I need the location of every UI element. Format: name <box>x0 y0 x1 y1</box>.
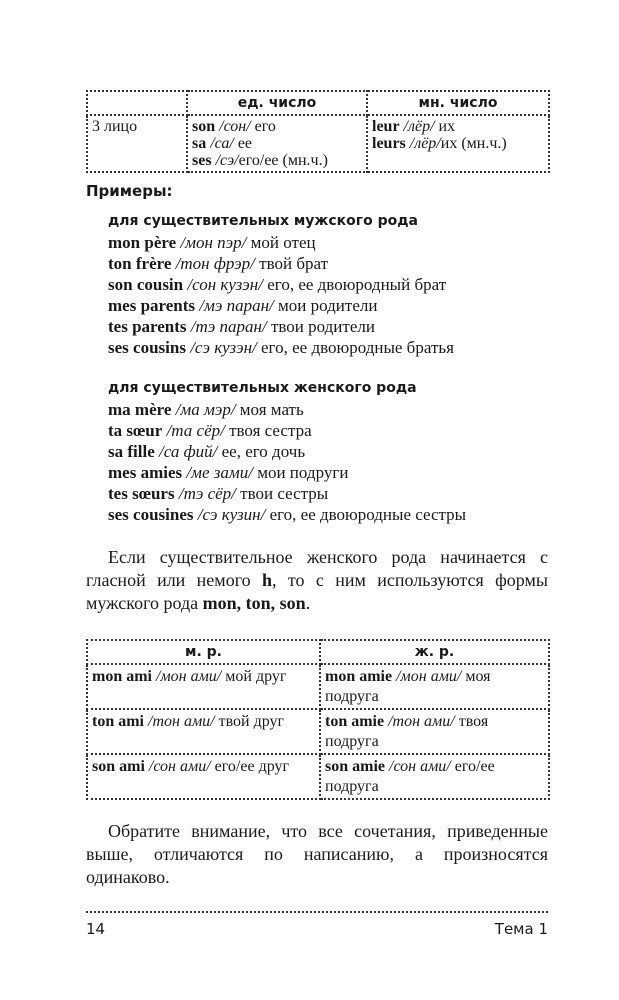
pronunciation: /мон пэр/ <box>176 233 247 252</box>
examples-heading: Примеры: <box>86 182 173 200</box>
translation: их <box>434 118 456 135</box>
footer-divider <box>86 911 548 913</box>
translation: ее <box>233 135 253 152</box>
table-row <box>87 664 549 709</box>
pronunciation: /ме зами/ <box>182 463 253 482</box>
list-item <box>108 399 466 420</box>
french-word: son ami <box>92 758 145 775</box>
translation: твой друг <box>214 713 285 730</box>
french-word: son cousin <box>108 275 184 294</box>
pronunciation: /сон ами/ <box>144 758 211 775</box>
table-row <box>87 115 549 172</box>
pronunciation: /тон ами/ <box>144 713 215 730</box>
translation: его, ее двоюродные сестры <box>265 505 467 524</box>
french-word: mon amie <box>325 668 393 685</box>
table-header-row <box>87 91 549 115</box>
pronunciation: /ма мэр/ <box>171 400 236 419</box>
pronunciation: /лёр/ <box>405 135 441 152</box>
pronunciation: /лёр/ <box>399 118 435 135</box>
french-word: mes amies <box>108 463 183 482</box>
letter-h: h <box>262 570 273 590</box>
translation: его/ее друг <box>210 758 290 775</box>
french-word: ses <box>192 152 212 169</box>
vowel-forms-table <box>86 639 550 800</box>
table-header-cell: ед. число <box>187 91 367 115</box>
translation: его/ее подруга <box>325 758 495 795</box>
list-item <box>108 462 466 483</box>
pronunciation: /мэ паран/ <box>195 296 274 315</box>
feminine-examples <box>108 378 466 525</box>
pronunciation: /сон кузэн/ <box>183 275 263 294</box>
table-header-cell <box>87 91 187 115</box>
section-heading: для существительных женского рода <box>108 380 417 396</box>
possessive-table <box>86 90 550 173</box>
plural-cell <box>367 115 549 172</box>
pronunciation: /сэ/ <box>211 152 239 169</box>
pronunciation: /сон ами/ <box>385 758 451 775</box>
pronunciation: /са/ <box>206 135 234 152</box>
pronunciation: /сон/ <box>219 118 251 135</box>
french-word: sa <box>192 135 207 152</box>
list-item <box>108 441 466 462</box>
pronunciation: /са фий/ <box>154 442 218 461</box>
french-word: ses cousines <box>108 505 194 524</box>
list-item <box>108 295 454 316</box>
pronunciation: /тэ паран/ <box>186 317 267 336</box>
french-word: son amie <box>325 758 385 775</box>
pronunciation: /сэ кузэн/ <box>185 338 257 357</box>
rule-paragraph: Если существительное женского рода начинается с гласной или немого h, то с ним используются формы мужского рода mon, ton, son. <box>86 547 549 613</box>
table-header-row <box>87 640 549 664</box>
pronunciation: /тон ами/ <box>384 713 455 730</box>
translation: твои родители <box>266 317 375 336</box>
pronunciation: /тон фрэр/ <box>171 254 255 273</box>
translation: твоя подруга <box>325 713 489 750</box>
translation: моя мать <box>235 400 304 419</box>
masculine-examples <box>108 211 454 358</box>
list-item <box>108 483 466 504</box>
french-word: mes parents <box>108 296 196 315</box>
list-item <box>108 316 454 337</box>
translation: мои родители <box>273 296 378 315</box>
translation: моя подруга <box>325 668 491 705</box>
page-number: 14 <box>86 920 106 938</box>
singular-cell <box>187 115 367 172</box>
table-cell <box>87 664 320 709</box>
translation: его <box>250 118 276 135</box>
table-cell <box>320 754 549 799</box>
french-word: mon ami <box>92 668 152 685</box>
table-header-cell: м. р. <box>87 640 320 664</box>
translation: твои сестры <box>235 484 329 503</box>
table-header-cell: ж. р. <box>320 640 549 664</box>
french-word: ses cousins <box>108 338 186 357</box>
translation: твоя сестра <box>224 421 312 440</box>
list-item <box>108 232 454 253</box>
table-cell <box>320 709 549 754</box>
list-item <box>108 337 454 358</box>
french-word: leur <box>372 118 400 135</box>
french-word: son <box>192 118 216 135</box>
table-row <box>87 709 549 754</box>
list-item <box>108 253 454 274</box>
table-cell <box>87 754 320 799</box>
running-head: Тема 1 <box>494 920 548 938</box>
pronunciation: /сэ кузин/ <box>193 505 266 524</box>
french-word: ton frère <box>108 254 172 273</box>
translation: его, ее двоюродные братья <box>256 338 454 357</box>
pronunciation: /тэ сёр/ <box>174 484 236 503</box>
french-word: tes parents <box>108 317 187 336</box>
translation: мой друг <box>221 668 287 685</box>
translation: твой брат <box>254 254 329 273</box>
french-word: leurs <box>372 135 406 152</box>
french-word: sa fille <box>108 442 155 461</box>
section-heading: для существительных мужского рода <box>108 213 418 229</box>
french-word: ta sœur <box>108 421 163 440</box>
person-label: 3 лицо <box>87 115 187 172</box>
closing-paragraph: Обратите внимание, что все сочетания, приведенные выше, отличаются по написанию, а произносятся одинаково. <box>86 821 548 887</box>
list-item <box>108 504 466 525</box>
table-cell <box>87 709 320 754</box>
translation: мой отец <box>246 233 316 252</box>
translation: его, ее двоюродный брат <box>262 275 447 294</box>
table-cell <box>320 664 549 709</box>
list-item <box>108 420 466 441</box>
french-word: mon père <box>108 233 177 252</box>
translation: ее, его дочь <box>217 442 306 461</box>
translation: их (мн.ч.) <box>440 135 507 152</box>
french-word: ton ami <box>92 713 144 730</box>
translation: мои подруги <box>252 463 349 482</box>
list-item <box>108 274 454 295</box>
french-word: ton amie <box>325 713 385 730</box>
pronunciation: /та сёр/ <box>162 421 225 440</box>
french-word: ma mère <box>108 400 172 419</box>
pronunciation: /мон ами/ <box>392 668 462 685</box>
table-header-cell: мн. число <box>367 91 549 115</box>
translation: его/ее (мн.ч.) <box>238 152 328 169</box>
french-word: tes sœurs <box>108 484 175 503</box>
masculine-forms: mon, ton, son <box>202 593 306 613</box>
pronunciation: /мон ами/ <box>152 668 222 685</box>
table-row <box>87 754 549 799</box>
